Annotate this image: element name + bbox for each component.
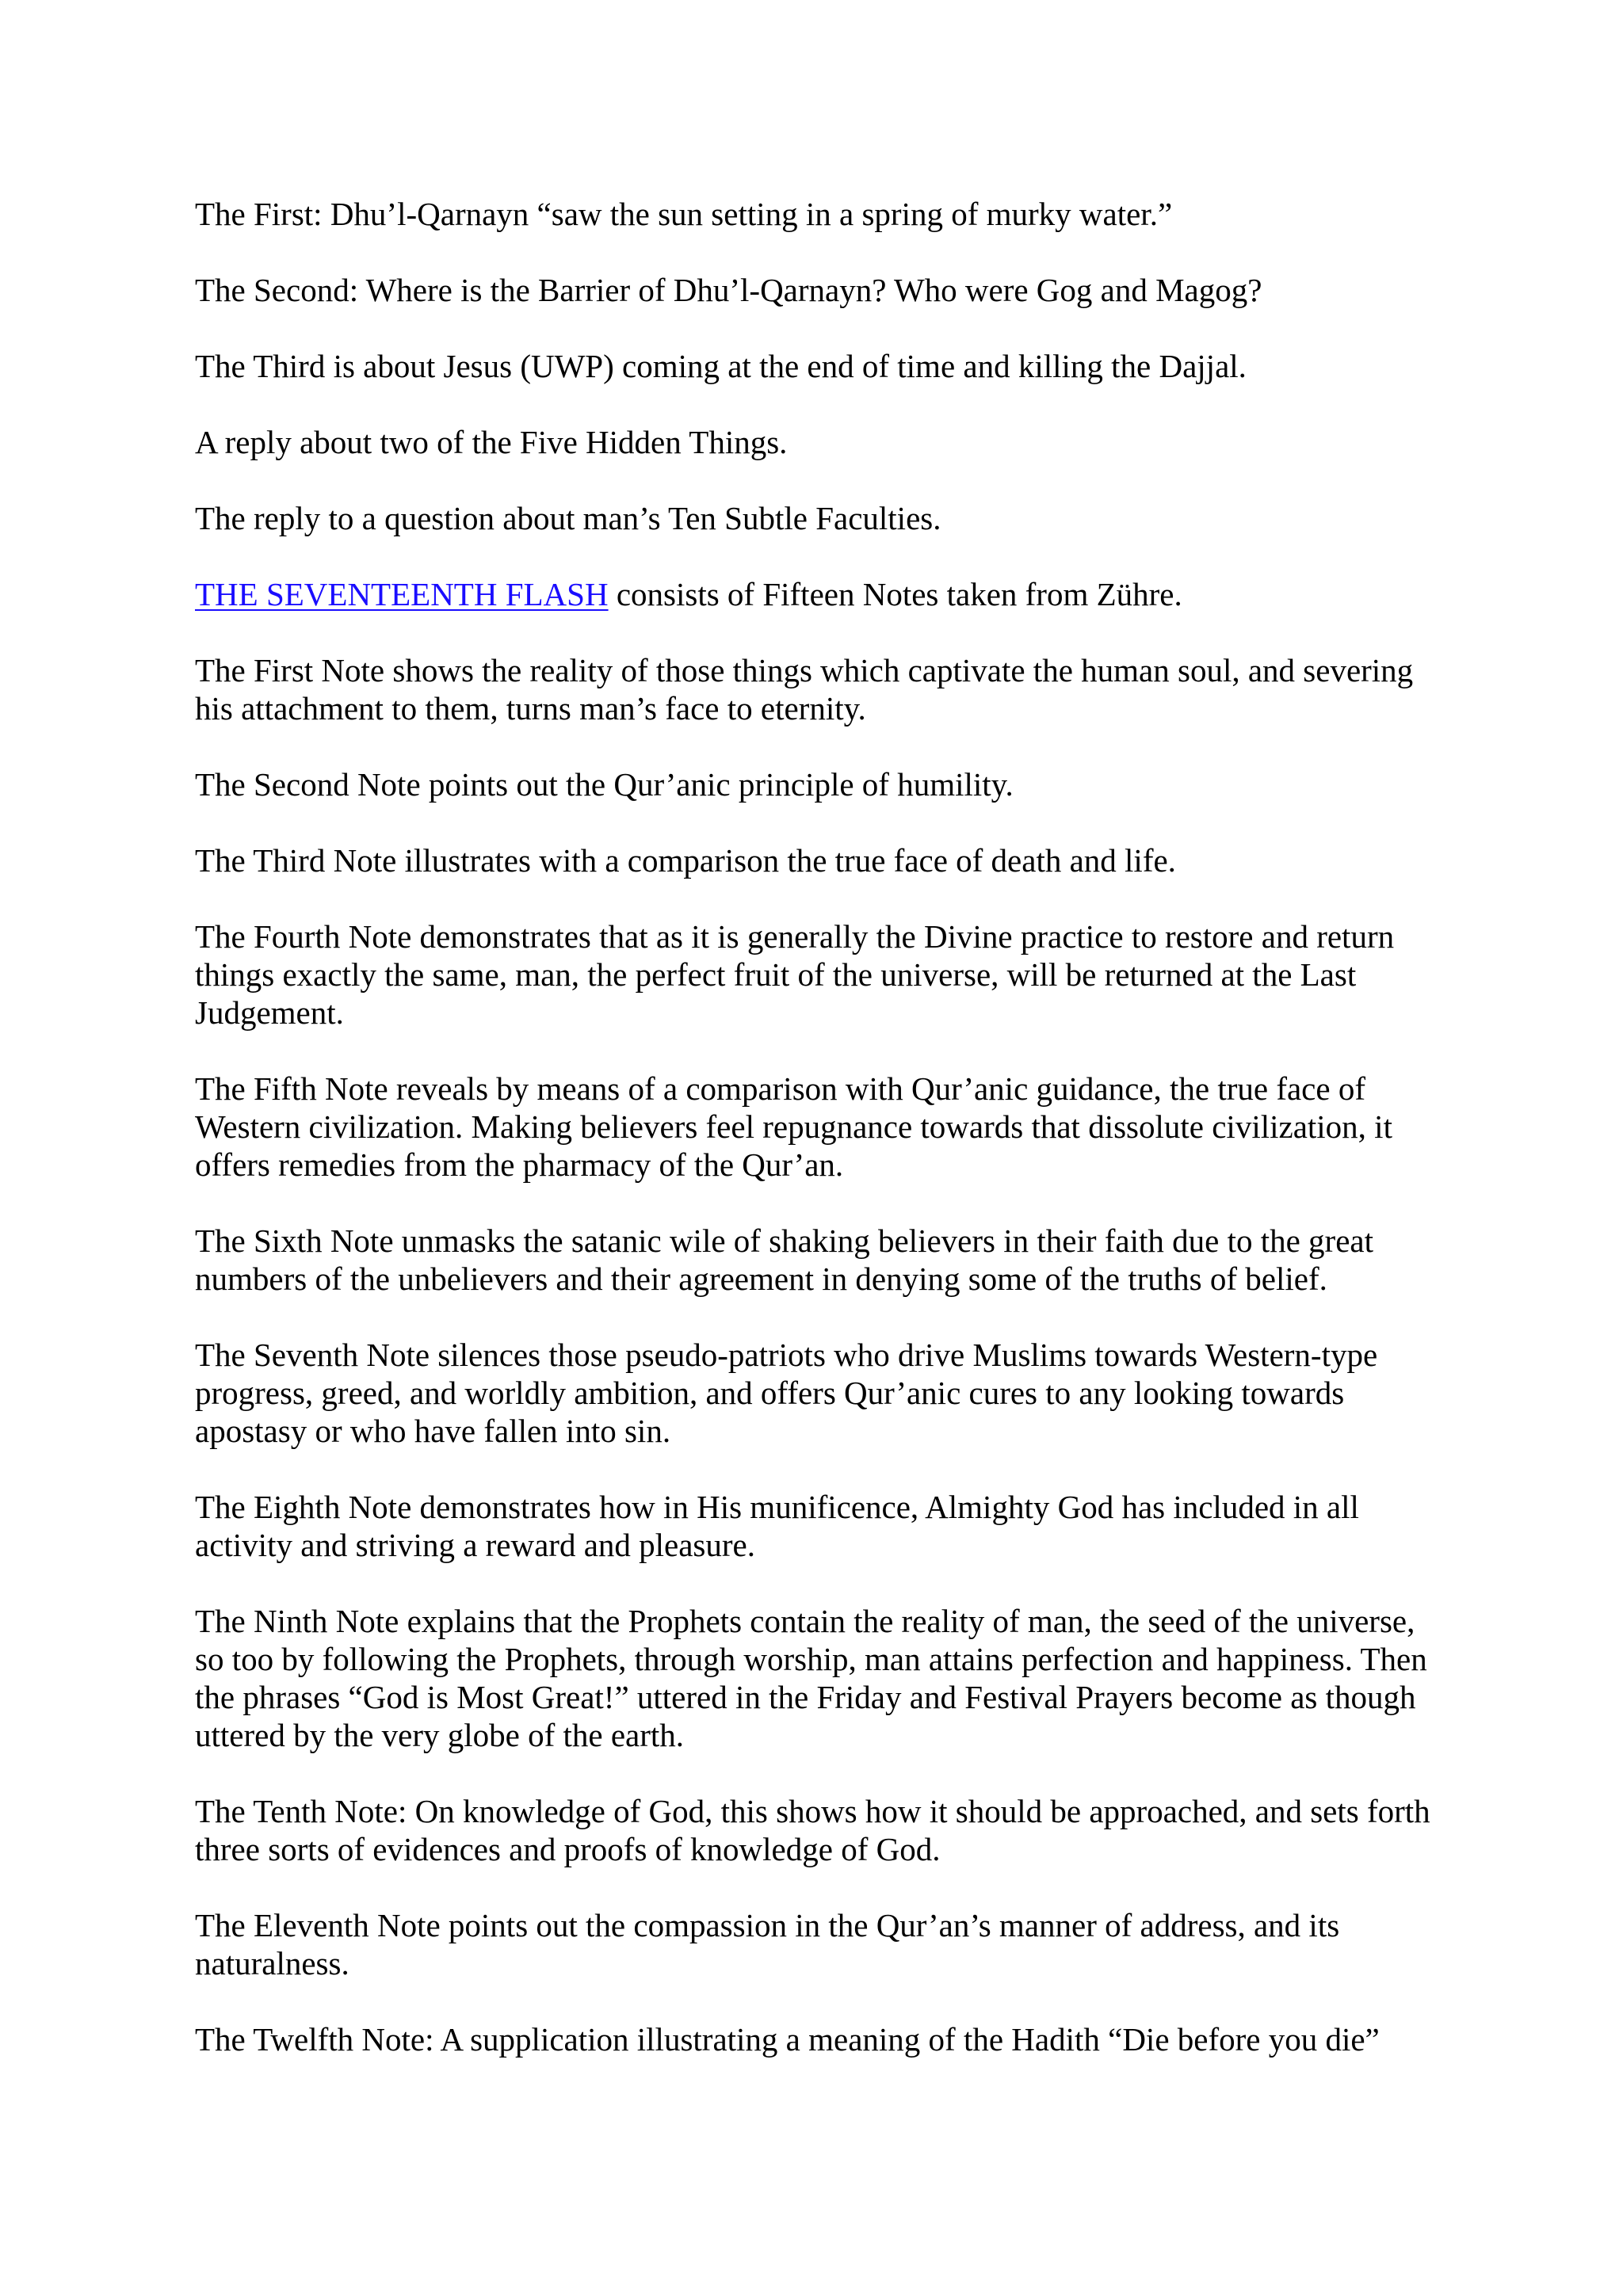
item-third: The Third is about Jesus (UWP) coming at the end of time and killing the Dajjal. [195, 348, 1247, 384]
note-third: The Third Note illustrates with a comparison the true face of death and life. [195, 842, 1176, 879]
seventeenth-flash-description: consists of Fifteen Notes taken from Zühre. [608, 576, 1182, 612]
note-second: The Second Note points out the Qur’anic principle of humility. [195, 766, 1014, 803]
item-first: The First: Dhu’l-Qarnayn “saw the sun setting in a spring of murky water.” [195, 196, 1173, 232]
item-hidden-things-reply: A reply about two of the Five Hidden Things. [195, 424, 788, 460]
document-body [195, 195, 1447, 2096]
item-second: The Second: Where is the Barrier of Dhu’l-Qarnayn? Who were Gog and Magog? [195, 272, 1262, 308]
note-sixth: The Sixth Note unmasks the satanic wile of shaking believers in their faith due to the great numbers of the unbelievers and their agreement in denying some of the truths of belief. [195, 1222, 1373, 1297]
note-eighth: The Eighth Note demonstrates how in His munificence, Almighty God has included in all activity and striving a reward and pleasure. [195, 1489, 1359, 1563]
item-subtle-faculties-reply: The reply to a question about man’s Ten Subtle Faculties. [195, 500, 941, 536]
note-seventh: The Seventh Note silences those pseudo-patriots who drive Muslims towards Western-type progress, greed, and worldly ambition, and offers Qur’anic cures to any looking towards apostasy or who have fallen into sin. [195, 1337, 1378, 1449]
note-twelfth: The Twelfth Note: A supplication illustrating a meaning of the Hadith “Die before you die” [195, 2021, 1380, 2058]
seventeenth-flash-link[interactable]: THE SEVENTEENTH FLASH [195, 576, 609, 612]
note-fourth: The Fourth Note demonstrates that as it is generally the Divine practice to restore and return things exactly the same, man, the perfect fruit of the universe, will be returned at the Last Judgement. [195, 918, 1395, 1031]
note-ninth: The Ninth Note explains that the Prophets contain the reality of man, the seed of the universe, so too by following the Prophets, through worship, man attains perfection and happiness. Then the phrases “God is Most Great!” uttered in the Friday and Festival Prayers become as though uttered by the very globe of the earth. [195, 1603, 1427, 1753]
note-tenth: The Tenth Note: On knowledge of God, this shows how it should be approached, and sets forth three sorts of evidences and proofs of knowledge of God. [195, 1793, 1430, 1867]
seventeenth-flash-paragraph [195, 575, 1447, 613]
note-first: The First Note shows the reality of those things which captivate the human soul, and severing his attachment to them, turns man’s face to eternity. [195, 652, 1414, 727]
note-fifth: The Fifth Note reveals by means of a comparison with Qur’anic guidance, the true face of Western civilization. Making believers feel repugnance towards that dissolute civilization, it offers remedies from the pharmacy of the Qur’an. [195, 1070, 1392, 1183]
note-eleventh: The Eleventh Note points out the compassion in the Qur’an’s manner of address, and its naturalness. [195, 1907, 1340, 1981]
